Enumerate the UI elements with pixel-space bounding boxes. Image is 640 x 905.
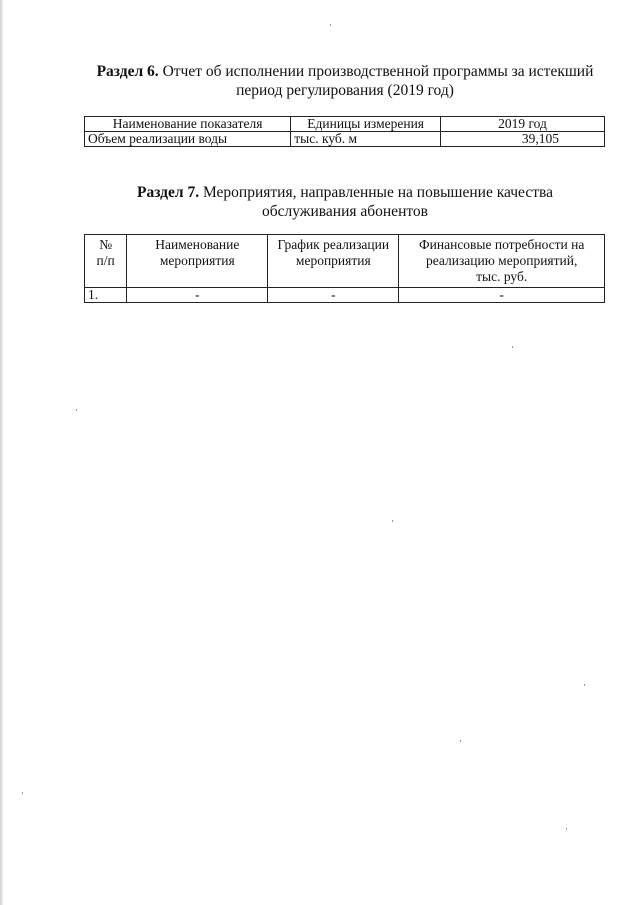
- scan-speck: [512, 346, 513, 348]
- scan-speck: [330, 24, 331, 26]
- header-financing-line1: Финансовые потребности на: [418, 237, 585, 252]
- header-financing-line2: реализацию мероприятий,: [425, 253, 578, 268]
- cell-financing: -: [399, 288, 605, 303]
- cell-indicator: Объем реализации воды: [85, 132, 291, 147]
- header-financing: [399, 235, 605, 288]
- table-header-row: [85, 235, 605, 288]
- header-measure-name-line1: Наименование: [155, 237, 240, 252]
- section-6-title-line2: период регулирования (2019 год): [236, 82, 454, 99]
- section-7-title-line1: Мероприятия, направленные на повышение качества: [199, 184, 553, 201]
- header-measure-name: [127, 235, 268, 288]
- section-6-label: Раздел 6.: [96, 63, 159, 80]
- section-6-title-line1: Отчет об исполнении производственной программы за истекший: [158, 63, 594, 80]
- header-units: Единицы измерения: [291, 117, 441, 132]
- cell-units: тыс. куб. м: [291, 132, 441, 147]
- header-year: 2019 год: [441, 117, 605, 132]
- scan-speck: [460, 740, 461, 742]
- header-indicator-name: Наименование показателя: [85, 117, 291, 132]
- scan-speck: [392, 520, 393, 522]
- section-7-title-line2: обслуживания абонентов: [261, 203, 428, 220]
- header-number-line2: п/п: [96, 253, 115, 268]
- section-7-heading: [80, 183, 610, 221]
- cell-schedule: -: [268, 288, 399, 303]
- cell-number: 1.: [85, 288, 127, 303]
- header-schedule-line2: мероприятия: [295, 253, 371, 268]
- section-7-table: [84, 234, 605, 303]
- table-header-row: [85, 117, 605, 132]
- scan-speck: [566, 828, 567, 830]
- scan-edge: [0, 0, 3, 905]
- table-row: [85, 132, 605, 147]
- table-row: [85, 288, 605, 303]
- scan-speck: [584, 684, 585, 686]
- header-measure-name-line2: мероприятия: [159, 253, 235, 268]
- header-schedule-line1: График реализации: [277, 237, 390, 252]
- section-7-label: Раздел 7.: [137, 184, 200, 201]
- header-number-line1: №: [99, 237, 113, 252]
- cell-value: 39,105: [441, 132, 605, 147]
- scan-speck: [76, 409, 77, 411]
- header-financing-line3: тыс. руб.: [476, 269, 528, 284]
- header-schedule: [268, 235, 399, 288]
- header-number: [85, 235, 127, 288]
- section-6-heading: [80, 62, 610, 100]
- cell-measure-name: -: [127, 288, 268, 303]
- section-6-table: [84, 116, 605, 147]
- scan-speck: [22, 792, 23, 794]
